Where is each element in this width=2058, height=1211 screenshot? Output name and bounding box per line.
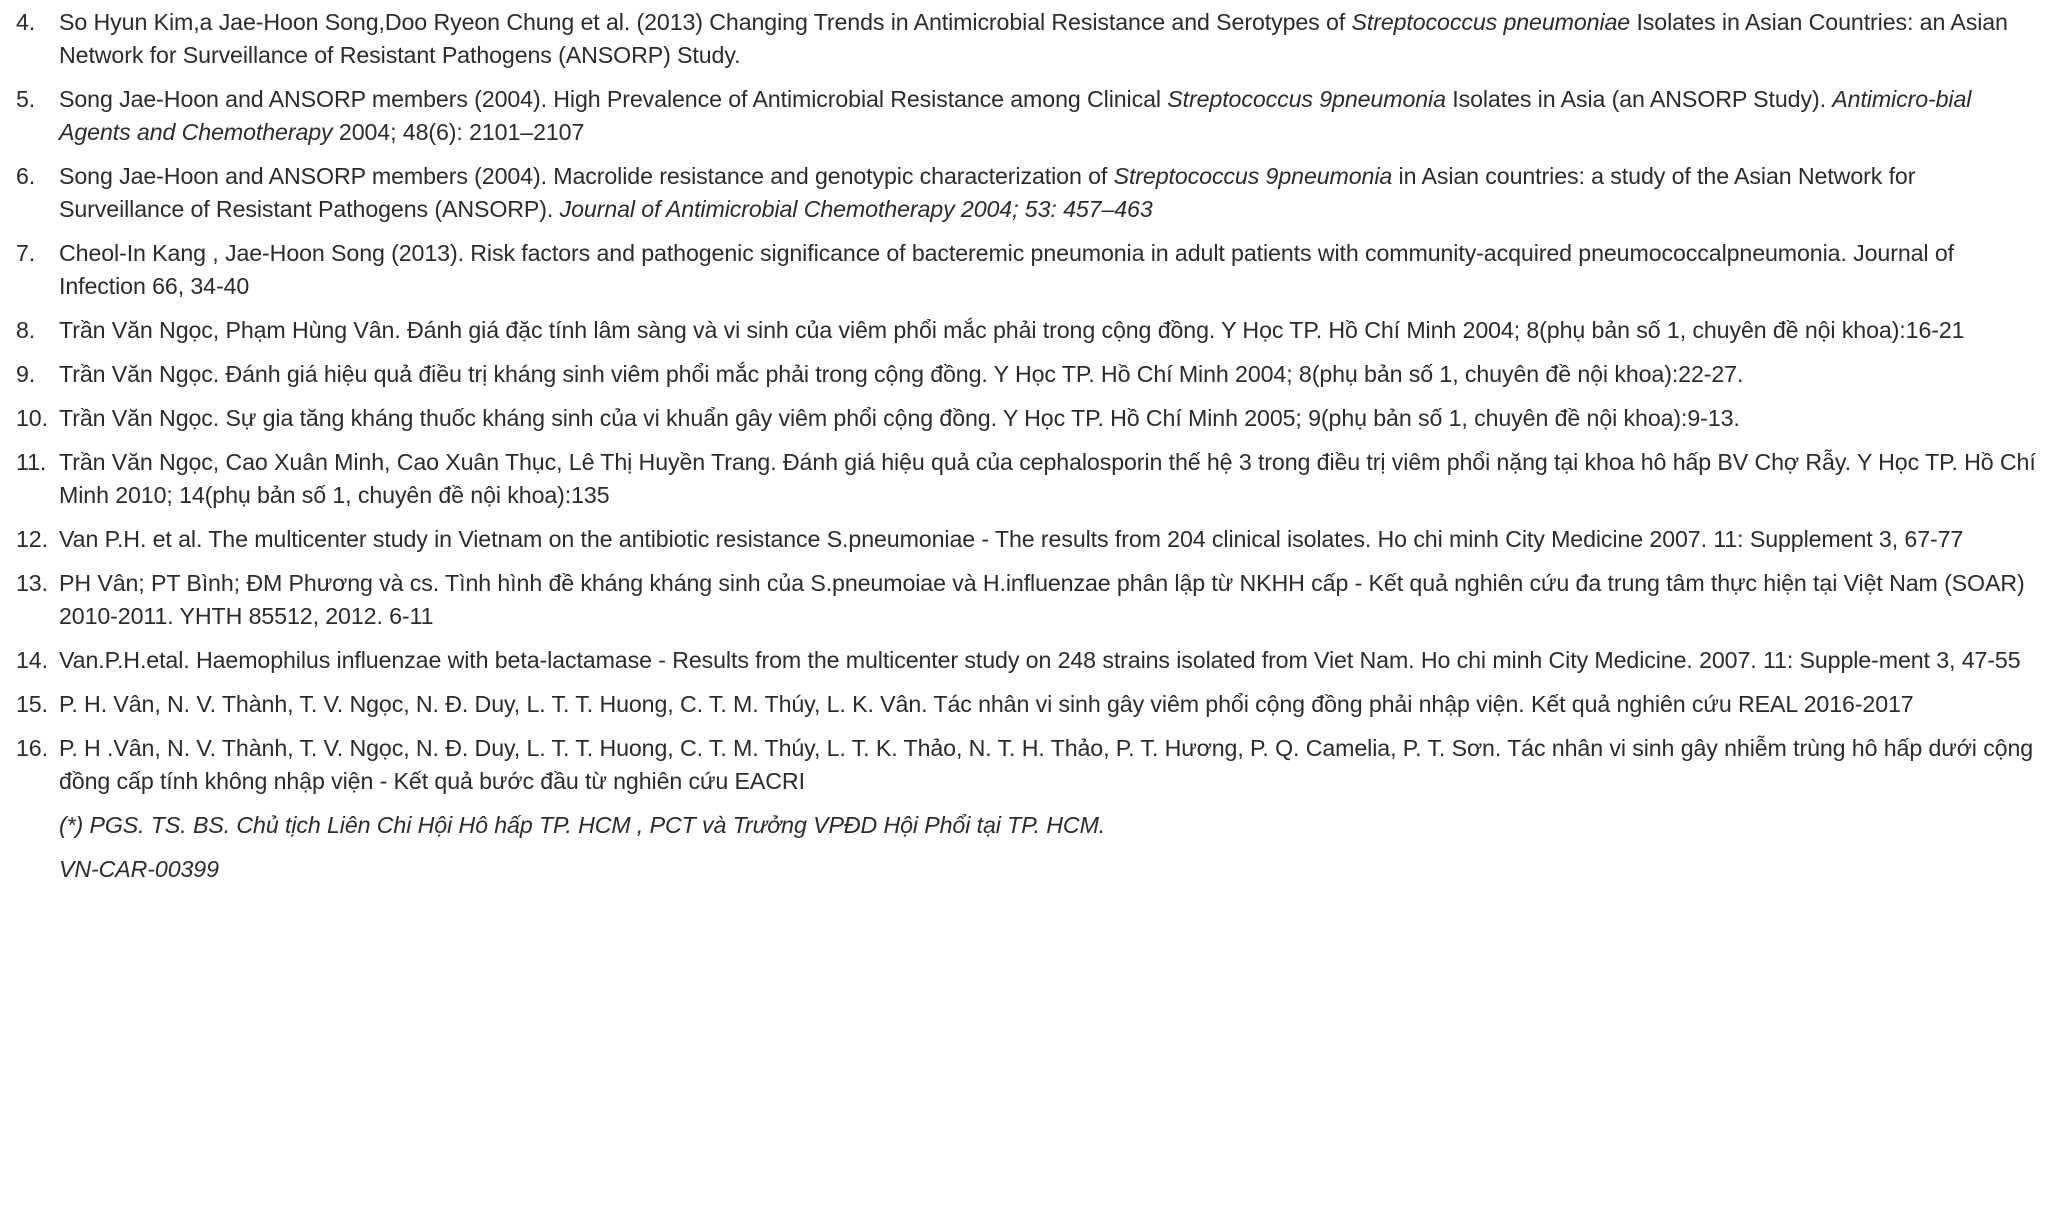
reference-segment: P. H. Vân, N. V. Thành, T. V. Ngọc, N. Đ. Duy, L. T. T. Huong, C. T. M. Thúy, L. K. Vân. Tác nhân vi sinh gây viêm phổi cộng đồng phải nhập viện. Kết quả nghiên cứu REAL 2016-2017 bbox=[59, 691, 1914, 717]
reference-text bbox=[59, 83, 2046, 149]
reference-number: 13. bbox=[16, 570, 48, 596]
reference-segment: PH Vân; PT Bình; ĐM Phương và cs. Tình hình đề kháng kháng sinh của S.pneumoiae và H.influenzae phân lập từ NKHH cấp - Kết quả nghiên cứu đa trung tâm thực hiện tại Việt Nam (SOAR) 2010-2011. YHTH 85512, 2012. 6-11 bbox=[59, 570, 2025, 629]
reference-number: 10. bbox=[16, 405, 48, 431]
reference-italic-segment: Streptococcus 9pneumonia bbox=[1167, 86, 1446, 112]
reference-segment: Trần Văn Ngọc, Phạm Hùng Vân. Đánh giá đặc tính lâm sàng và vi sinh của viêm phổi mắc phải trong cộng đồng. Y Học TP. Hồ Chí Minh 2004; 8(phụ bản số 1, chuyên đề nội khoa):16-21 bbox=[59, 317, 1965, 343]
reference-segment: Song Jae-Hoon and ANSORP members (2004). Macrolide resistance and genotypic characterization of bbox=[59, 163, 1114, 189]
reference-item bbox=[16, 732, 2046, 798]
reference-segment: Trần Văn Ngọc. Đánh giá hiệu quả điều trị kháng sinh viêm phổi mắc phải trong cộng đồng. Y Học TP. Hồ Chí Minh 2004; 8(phụ bản số 1, chuyên đề nội khoa):22-27. bbox=[59, 361, 1744, 387]
reference-segment: Song Jae-Hoon and ANSORP members (2004). High Prevalence of Antimicrobial Resistance among Clinical bbox=[59, 86, 1168, 112]
reference-item bbox=[16, 237, 2046, 303]
reference-italic-segment: Streptococcus 9pneumonia bbox=[1113, 163, 1393, 189]
reference-segment: Isolates in Asian Countries: an Asian Network for Surveillance of Resistant Pathogens (ANSORP) Study. bbox=[59, 9, 2008, 68]
reference-number: 7. bbox=[16, 240, 36, 266]
reference-text bbox=[59, 732, 2046, 798]
reference-number: 15. bbox=[16, 691, 48, 717]
reference-item bbox=[16, 358, 2046, 391]
reference-item bbox=[16, 160, 2046, 226]
reference-text bbox=[59, 523, 2046, 556]
reference-number: 9. bbox=[16, 361, 36, 387]
reference-segment: Trần Văn Ngọc. Sự gia tăng kháng thuốc kháng sinh của vi khuẩn gây viêm phổi cộng đồng. Y Học TP. Hồ Chí Minh 2005; 9(phụ bản số 1, chuyên đề nội khoa):9-13. bbox=[59, 405, 1740, 431]
reference-item bbox=[16, 523, 2046, 556]
reference-text bbox=[59, 567, 2046, 633]
reference-item bbox=[16, 567, 2046, 633]
author-footnote: (*) PGS. TS. BS. Chủ tịch Liên Chi Hội Hô hấp TP. HCM , PCT và Trưởng VPĐD Hội Phổi tại TP. HCM. bbox=[59, 812, 1106, 838]
reference-number: 5. bbox=[16, 86, 36, 112]
reference-segment: Van P.H. et al. The multicenter study in Vietnam on the antibiotic resistance S.pneumoniae - The results from 204 clinical isolates. Ho chi minh City Medicine 2007. 11: Supplement 3, 67-77 bbox=[59, 526, 1964, 552]
reference-text bbox=[59, 160, 2046, 226]
reference-text bbox=[59, 402, 2046, 435]
reference-number: 11. bbox=[16, 449, 47, 475]
reference-list bbox=[16, 6, 2046, 897]
reference-segment: Trần Văn Ngọc, Cao Xuân Minh, Cao Xuân Thục, Lê Thị Huyền Trang. Đánh giá hiệu quả của cephalosporin thế hệ 3 trong điều trị viêm phổi nặng tại khoa hô hấp BV Chợ Rẫy. Y Học TP. Hồ Chí Minh 2010; 14(phụ bản số 1, chuyên đề nội khoa):135 bbox=[59, 449, 2036, 508]
reference-segment: So Hyun Kim,a Jae-Hoon Song,Doo Ryeon Chung et al. (2013) Changing Trends in Antimicrobial Resistance and Serotypes of bbox=[59, 9, 1352, 35]
reference-number: 14. bbox=[16, 647, 48, 673]
reference-item bbox=[16, 83, 2046, 149]
reference-segment: Cheol-In Kang , Jae-Hoon Song (2013). Risk factors and pathogenic significance of bacteremic pneumonia in adult patients with community-acquired pneumococcalpneumonia. Journal of Infection 66, 34-40 bbox=[59, 240, 1954, 299]
reference-number: 8. bbox=[16, 317, 36, 343]
reference-segment: Van.P.H.etal. Haemophilus influenzae with beta-lactamase - Results from the multicenter study on 248 strains isolated from Viet Nam. Ho chi minh City Medicine. 2007. 11: Supple-ment 3, 47-55 bbox=[59, 647, 2021, 673]
reference-text bbox=[59, 314, 2046, 347]
reference-segment: 2004; 48(6): 2101–2107 bbox=[332, 119, 585, 145]
reference-number: 6. bbox=[16, 163, 36, 189]
reference-segment: P. H .Vân, N. V. Thành, T. V. Ngọc, N. Đ. Duy, L. T. T. Huong, C. T. M. Thúy, L. T. K. Thảo, N. T. H. Thảo, P. T. Hương, P. Q. Camelia, P. T. Sơn. Tác nhân vi sinh gây nhiễm trùng hô hấp dưới cộng đồng cấp tính không nhập viện - Kết quả bước đầu từ nghiên cứu EACRI bbox=[59, 735, 2034, 794]
reference-text bbox=[59, 688, 2046, 721]
document-code: VN-CAR-00399 bbox=[59, 856, 219, 882]
reference-number: 16. bbox=[16, 735, 48, 761]
reference-item bbox=[16, 6, 2046, 72]
reference-item bbox=[16, 644, 2046, 677]
reference-item bbox=[16, 314, 2046, 347]
reference-segment: Isolates in Asia (an ANSORP Study). bbox=[1445, 86, 1833, 112]
reference-number: 4. bbox=[16, 9, 36, 35]
reference-items bbox=[16, 6, 2046, 798]
reference-item bbox=[16, 688, 2046, 721]
reference-text bbox=[59, 644, 2046, 677]
reference-segment: in Asian countries: a study of the Asian Network for Surveillance of Resistant Pathogens (ANSORP). bbox=[59, 163, 1916, 222]
reference-italic-segment: Streptococcus pneumoniae bbox=[1351, 9, 1631, 35]
reference-item bbox=[16, 402, 2046, 435]
reference-number: 12. bbox=[16, 526, 48, 552]
reference-text bbox=[59, 446, 2046, 512]
reference-italic-segment: Antimicro-bial Agents and Chemotherapy bbox=[59, 86, 1972, 145]
reference-text bbox=[59, 358, 2046, 391]
reference-text bbox=[59, 237, 2046, 303]
reference-text bbox=[59, 6, 2046, 72]
reference-italic-segment: Journal of Antimicrobial Chemotherapy 2004; 53: 457–463 bbox=[559, 196, 1153, 222]
reference-item bbox=[16, 446, 2046, 512]
